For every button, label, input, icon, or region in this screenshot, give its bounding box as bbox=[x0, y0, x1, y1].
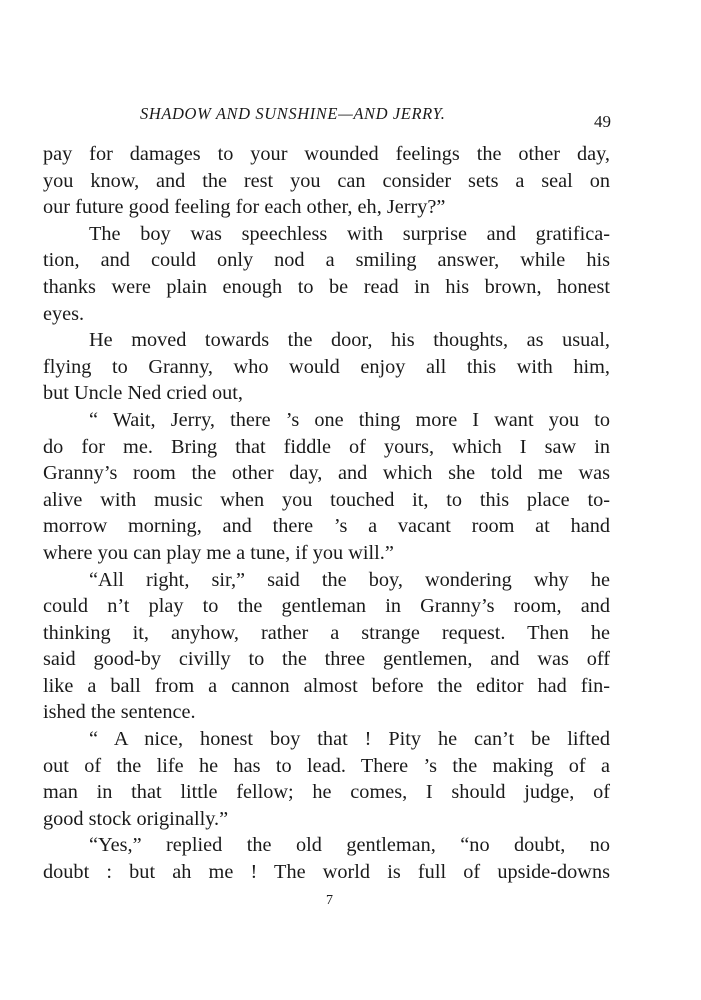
text-line: eyes. bbox=[43, 302, 85, 325]
text-line: alive with music when you touched it, to this place to- bbox=[43, 488, 610, 511]
body-text bbox=[43, 141, 610, 886]
text-line: He moved towards the door, his thoughts, as usual, bbox=[89, 329, 610, 352]
text-line: do for me. Bring that fiddle of yours, which I saw in bbox=[43, 435, 610, 458]
text-line: tion, and could only nod a smiling answer, while his bbox=[43, 249, 610, 272]
text-line: out of the life he has to lead. There ’s the making of a bbox=[43, 754, 610, 777]
text-line: our future good feeling for each other, eh, Jerry?” bbox=[43, 196, 446, 219]
text-line: morrow morning, and there ’s a vacant room at hand bbox=[43, 515, 610, 538]
text-line: good stock originally.” bbox=[43, 807, 229, 830]
text-line: The boy was speechless with surprise and gratifica- bbox=[89, 222, 610, 245]
text-line: where you can play me a tune, if you will.” bbox=[43, 541, 394, 564]
text-line: flying to Granny, who would enjoy all this with him, bbox=[43, 355, 610, 378]
text-line: “ A nice, honest boy that ! Pity he can’t be lifted bbox=[89, 728, 610, 751]
text-line: but Uncle Ned cried out, bbox=[43, 382, 243, 405]
page-number: 49 bbox=[594, 112, 611, 131]
running-head: SHADOW AND SUNSHINE—AND JERRY. bbox=[140, 104, 446, 123]
text-line: like a ball from a cannon almost before the editor had fin- bbox=[43, 674, 610, 697]
text-line: “All right, sir,” said the boy, wondering why he bbox=[89, 568, 610, 591]
text-line: “ Wait, Jerry, there ’s one thing more I want you to bbox=[89, 408, 610, 431]
text-line: pay for damages to your wounded feelings the other day, bbox=[43, 143, 610, 165]
text-line: Granny’s room the other day, and which she told me was bbox=[43, 462, 610, 485]
text-line: ished the sentence. bbox=[43, 701, 196, 724]
text-line: could n’t play to the gentleman in Granny’s room, and bbox=[43, 595, 610, 618]
text-line: said good-by civilly to the three gentlemen, and was off bbox=[43, 648, 610, 671]
text-line: thanks were plain enough to be read in his brown, honest bbox=[43, 275, 610, 298]
text-line: thinking it, anyhow, rather a strange request. Then he bbox=[43, 621, 610, 644]
signature-mark: 7 bbox=[326, 893, 333, 908]
text-line: man in that little fellow; he comes, I should judge, of bbox=[43, 781, 610, 804]
text-line: doubt : but ah me ! The world is full of upside-downs bbox=[43, 861, 610, 884]
text-line: you know, and the rest you can consider sets a seal on bbox=[43, 169, 610, 192]
text-line: “Yes,” replied the old gentleman, “no doubt, no bbox=[89, 834, 610, 857]
